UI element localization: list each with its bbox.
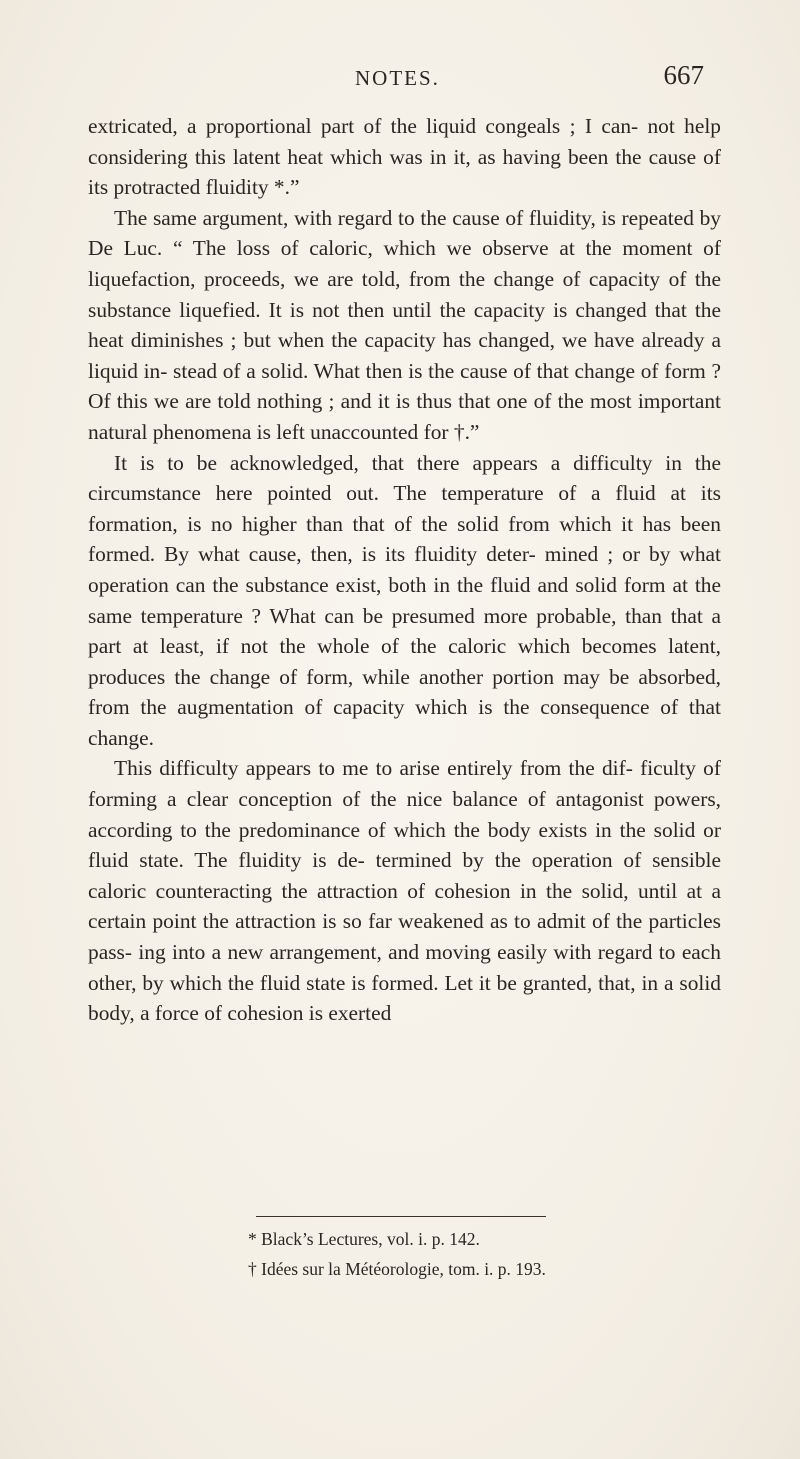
running-head: NOTES. [355,66,440,90]
paragraph: The same argument, with regard to the cause of fluidity, is repeated by De Luc. “ The loss of caloric, which we observe at the moment of liquefaction, proceeds, we are told, from the change of capacity of the substance liquefied. It is not then until the capacity is changed that the heat diminishes ; but when the capacity has changed, we have already a liquid in- stead of a solid. What then is the cause of that change of form ? Of this we are told nothing ; and it is thus that one of the most important natural phenomena is left unaccounted for †.” [88,205,721,444]
paragraph: It is to be acknowledged, that there appears a difficulty in the circumstance here pointed out. The temperature of a fluid at its formation, is no higher than that of the solid from which it has been formed. By what cause, then, is its fluidity deter- mined ; or by what operation can the substance exist, both in the fluid and solid form at the same temperature ? What can be presumed more probable, than that a part at least, if not the whole of the caloric which becomes latent, produces the change of form, while another portion may be absorbed, from the augmentation of capacity which is the consequence of that change. [88,450,721,750]
paragraph: This difficulty appears to me to arise entirely from the dif- ficulty of forming a clear conception of the nice balance of antagonist powers, according to the predominance of which the body exists in the solid or fluid state. The fluidity is de- termined by the operation of sensible caloric counteracting the attraction of cohesion in the solid, until at a certain point the attraction is so far weakened as to admit of the particles pass- ing into a new arrangement, and moving easily with regard to each other, by which the fluid state is formed. Let it be granted, that, in a solid body, a force of cohesion is exerted [88,756,721,1026]
footnote: † Idées sur la Météorologie, tom. i. p. 193. [248,1259,546,1279]
paragraph-continued: extricated, a proportional part of the liquid congeals ; I can- not help considering this latent heat which was in it, as having been the cause of its protracted fluidity *.” [88,114,721,200]
page-header [90,62,710,102]
footnote: * Black’s Lectures, vol. i. p. 142. [248,1229,480,1249]
page-number: 667 [663,60,704,90]
body-text [88,111,721,1029]
footnotes [88,1224,721,1284]
footnote-rule [256,1216,546,1217]
